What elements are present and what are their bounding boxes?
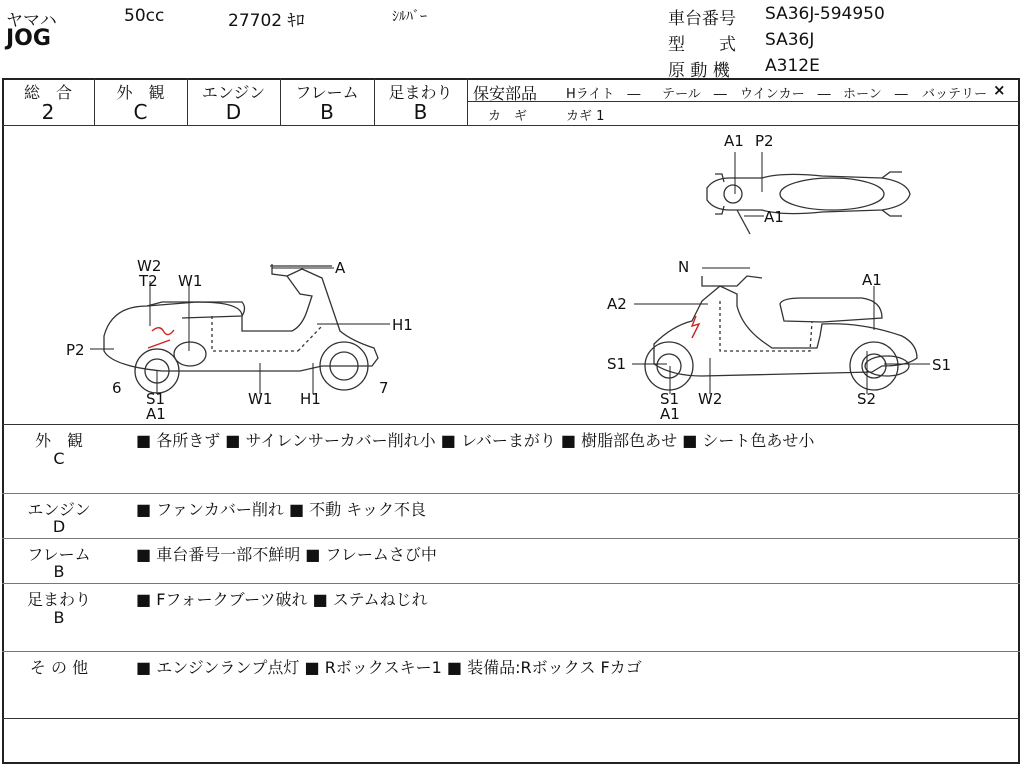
condition-diagram — [2, 126, 1020, 424]
section-text: ■ 車台番号一部不鮮明 ■ フレームさび中 — [136, 545, 437, 564]
diagram-label: P2 — [755, 132, 774, 150]
diagram-label: A1 — [862, 271, 882, 289]
maker: ヤマハ — [6, 11, 57, 31]
diagram-label: A — [335, 259, 346, 277]
diagram-label: S1 — [146, 390, 166, 408]
safety-winker: ウインカー ― — [740, 87, 831, 102]
diagram-label: A2 — [607, 295, 627, 313]
divider — [2, 493, 1020, 494]
displacement: 50cc — [124, 6, 165, 26]
exterior-label: 外 観 — [116, 83, 165, 102]
section-label: 外 観 — [34, 431, 83, 450]
top-view-scooter — [707, 172, 910, 234]
section-text: ■ ファンカバー削れ ■ 不動 キック不良 — [136, 500, 426, 519]
safety-horn: ホーン ― — [843, 87, 908, 102]
section-label: 足まわり — [26, 590, 91, 609]
divider — [467, 78, 468, 125]
section-grade: C — [53, 449, 65, 468]
diagram-label: 7 — [379, 379, 389, 397]
diagram-label: W2 — [137, 257, 162, 275]
type-label: 型 式 — [668, 35, 736, 55]
divider — [2, 718, 1020, 719]
frame-no-label: 車台番号 — [668, 9, 736, 29]
safety-tail: テール ― — [662, 87, 727, 102]
diagram-label: A1 — [764, 208, 784, 226]
engine-label: 原 動 機 — [668, 61, 730, 81]
type-value: SA36J — [765, 30, 815, 50]
engine-value: A312E — [765, 56, 820, 76]
diagram-label: S1 — [607, 355, 627, 373]
safety-label: 保安部品 — [473, 84, 538, 103]
diagram-label: H1 — [300, 390, 321, 408]
diagram-label: A1 — [724, 132, 744, 150]
frame-no: SA36J-594950 — [765, 4, 885, 24]
diagram-label: A1 — [660, 405, 680, 423]
diagram-label: N — [678, 258, 690, 276]
diagram-label: P2 — [66, 341, 85, 359]
diagram-label: S1 — [932, 356, 952, 374]
safety-battery: バッテリー — [922, 87, 988, 102]
engine-grade: D — [225, 100, 242, 124]
suspension-score-label: 足まわり — [388, 83, 453, 102]
right-side-scooter — [645, 276, 917, 390]
section-grade: B — [53, 608, 65, 627]
battery-mark: × — [993, 81, 1006, 99]
suspension-grade: B — [413, 100, 428, 124]
section-label: フレーム — [27, 545, 91, 564]
section-label: エンジン — [27, 500, 91, 519]
diagram-label: H1 — [392, 316, 413, 334]
divider — [2, 651, 1020, 652]
section-grade: D — [52, 517, 66, 536]
color: ｼﾙﾊﾞｰ — [392, 9, 427, 25]
key-value: カギ 1 — [566, 109, 605, 124]
model-name: JOG — [6, 26, 51, 51]
diagram-label: A1 — [146, 405, 166, 423]
damage-mark — [148, 340, 170, 348]
key-label: カ ギ — [488, 109, 528, 124]
mileage: 27702 ｷﾛ — [228, 11, 305, 31]
diagram-label: S1 — [660, 390, 680, 408]
section-text: ■ 各所きず ■ サイレンサーカバー削れ小 ■ レバーまがり ■ 樹脂部色あせ ■ シート色あせ小 — [136, 431, 815, 450]
divider — [2, 424, 1020, 425]
section-grade: B — [53, 562, 65, 581]
diagram-label: S2 — [857, 390, 877, 408]
diagram-label: 6 — [112, 379, 122, 397]
safety-headlight: Hライト ― — [566, 87, 641, 102]
frame-score-label: フレーム — [295, 83, 359, 102]
diagram-label: W2 — [698, 390, 723, 408]
section-label: そ の 他 — [29, 658, 89, 677]
damage-mark — [152, 328, 174, 335]
frame-grade: B — [320, 100, 334, 124]
overall-label: 総 合 — [23, 83, 72, 102]
engine-score-label: エンジン — [201, 83, 266, 102]
diagram-label: W1 — [248, 390, 273, 408]
diagram-label: T2 — [139, 272, 158, 290]
section-text: ■ Fフォークブーツ破れ ■ ステムねじれ — [136, 590, 428, 609]
divider — [2, 583, 1020, 584]
overall-grade: 2 — [41, 100, 55, 124]
divider — [2, 538, 1020, 539]
exterior-grade: C — [133, 100, 148, 124]
section-text: ■ エンジンランプ点灯 ■ Rボックスキー1 ■ 装備品:Rボックス Fカゴ — [136, 658, 642, 677]
diagram-label: W1 — [178, 272, 203, 290]
